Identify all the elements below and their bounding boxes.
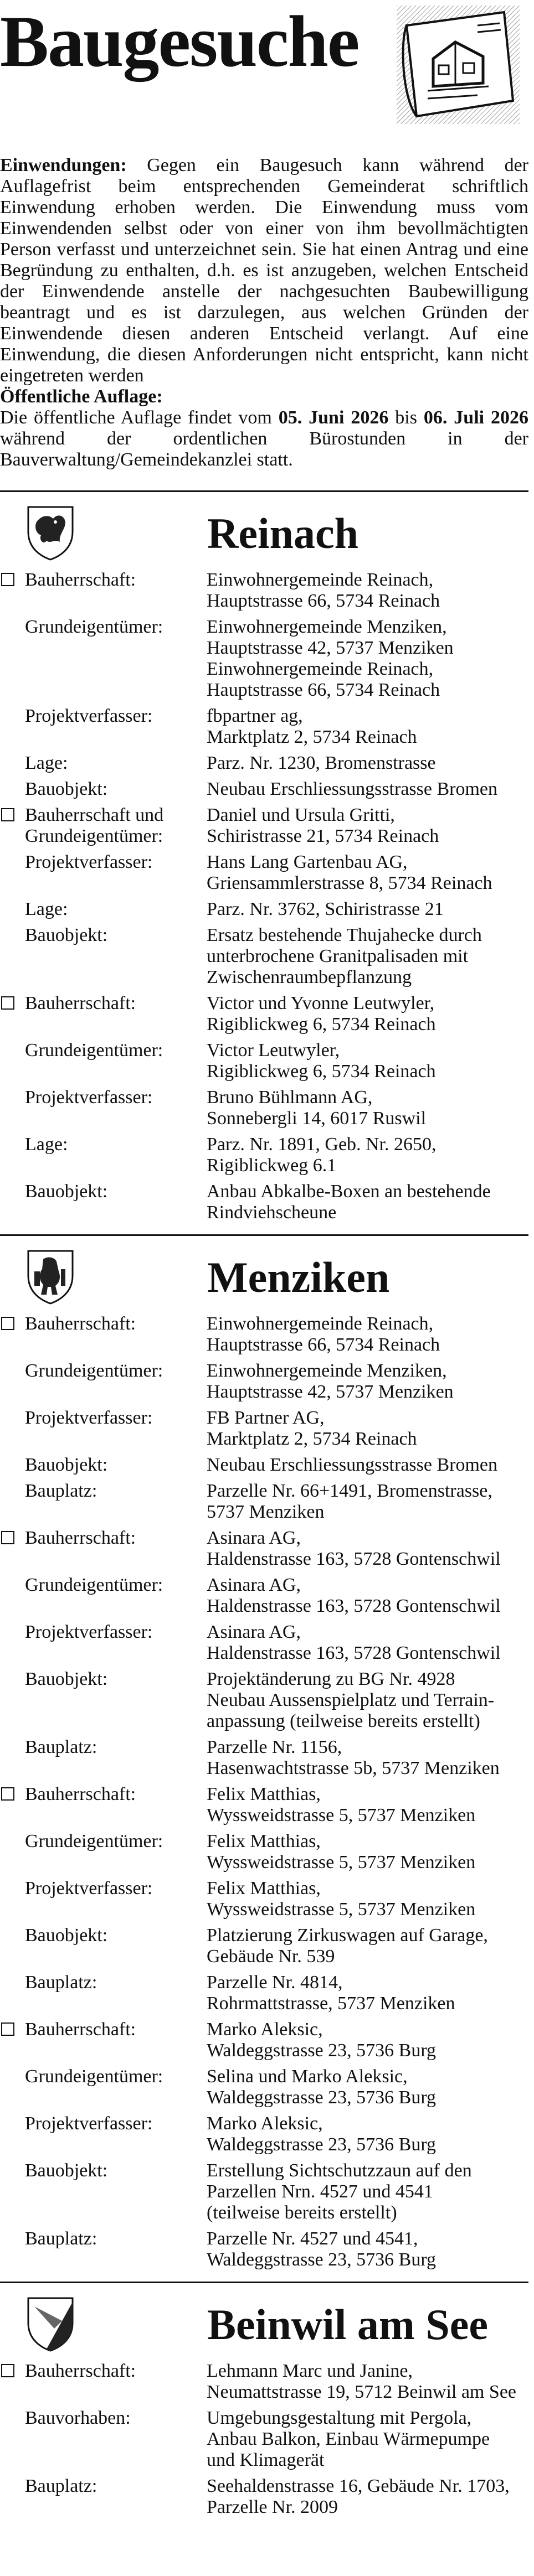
auflage-mid: bis (388, 407, 424, 428)
entry-value: Einwohnergemeinde Reinach, Hauptstrasse 66, 5734 Reinach (207, 1313, 440, 1355)
entry-value: Felix Matthias, Wyssweidstrasse 5, 5737 Menziken (207, 1878, 476, 1920)
auflage-to-date: 06. Juli 2026 (423, 407, 528, 428)
entry-row (0, 753, 528, 774)
entry-label-checkbox: Bauherrschaft: (0, 1313, 207, 1356)
entry-gap (0, 1403, 528, 1408)
building-plan-icon (394, 3, 522, 126)
entry-gap (0, 2155, 528, 2160)
entry-row (0, 2160, 528, 2223)
entry-row (0, 570, 528, 612)
entry-label: Bauplatz: (25, 1481, 97, 1501)
entry-value: Seehaldenstrasse 16, Gebäude Nr. 1703, Parzelle Nr. 2009 (207, 2476, 510, 2517)
entry-gap (0, 1082, 528, 1087)
auflage-paragraph (0, 407, 528, 470)
entry-gap (0, 988, 528, 993)
entry-row (0, 1528, 528, 1570)
entry-gap (0, 894, 528, 899)
entry-gap (0, 2223, 528, 2228)
section-title-beinwil: Beinwil am See (207, 2300, 488, 2349)
section-header-beinwil (0, 2283, 528, 2361)
entry-label: Bauobjekt: (25, 1455, 108, 1475)
masthead (0, 0, 528, 127)
intro-lead: Einwendungen: (0, 155, 127, 175)
entry-row (0, 1181, 528, 1223)
entry-label: Lage: (25, 899, 68, 919)
entry-value: fbpartner ag, Marktplatz 2, 5734 Reinach (207, 706, 417, 747)
beinwil-crest-icon (27, 2296, 74, 2352)
entry-label: Bauplatz: (25, 2476, 97, 2496)
entry-row (0, 1087, 528, 1129)
entry-label: Grundeigentümer: (25, 1040, 163, 1061)
entry-row (0, 2066, 528, 2108)
entry-row (0, 993, 528, 1035)
entry-label: Projektverfasser: (25, 1408, 153, 1428)
entry-row (0, 1737, 528, 1779)
page-title: Baugesuche (0, 1, 359, 82)
entry-row (0, 2228, 528, 2270)
entry-value: Felix Matthias, Wyssweidstrasse 5, 5737 Menziken (207, 1784, 476, 1825)
entry-value: Lehmann Marc und Janine, Neumattstrasse 19, 5712 Beinwil am See (207, 2361, 517, 2402)
entry-gap (0, 748, 528, 753)
entry-row (0, 2361, 528, 2403)
intro-paragraph (0, 155, 528, 386)
entry-gap (0, 1176, 528, 1181)
entry-gap (0, 1450, 528, 1455)
entry-label: Projektverfasser: (25, 1878, 153, 1899)
entry-value: Erstellung Sichtschutzzaun auf den Parzellen Nrn. 4527 und 4541 (teilweise bereits erstellt) (207, 2160, 472, 2223)
entry-label: Bauvorhaben: (25, 2408, 131, 2428)
section-body-beinwil (0, 2361, 528, 2529)
entry-label: Projektverfasser: (25, 2113, 153, 2134)
entry-row (0, 1408, 528, 1450)
entry-value: Neubau Erschliessungsstrasse Bromen (207, 1455, 498, 1475)
entry-label-checkbox: Bauherrschaft: (0, 2019, 207, 2061)
entry-label: Bauplatz: (25, 1972, 97, 1993)
entry-row (0, 925, 528, 988)
entry-value: Ersatz bestehende Thujahecke durch unterbrochene Granitpalisaden mit Zwischenraumbepflanzung (207, 925, 482, 987)
entry-row (0, 1622, 528, 1664)
entry-value: Victor und Yvonne Leutwyler, Rigiblickweg 6, 5734 Reinach (207, 993, 436, 1034)
entry-row (0, 1040, 528, 1082)
entry-row (0, 2408, 528, 2471)
entry-row (0, 2019, 528, 2061)
entry-label: Bauplatz: (25, 2228, 97, 2249)
entry-label-checkbox: Bauherrschaft: (0, 2361, 207, 2403)
entry-gap (0, 612, 528, 617)
entry-row (0, 1878, 528, 1920)
entry-label-checkbox: Bauherrschaft: (0, 993, 207, 1035)
entry-row (0, 1313, 528, 1356)
entry-value: Projektänderung zu BG Nr. 4928 Neubau Aussenspielplatz und Terrain- anpassung (teilweise bereits erstellt) (207, 1669, 495, 1731)
entry-value: Einwohnergemeinde Menziken, Hauptstrasse 42, 5737 Menziken (207, 1361, 454, 1402)
entry-value: Selina und Marko Aleksic, Waldeggstrasse 23, 5736 Burg (207, 2066, 437, 2108)
section-body-menziken (0, 1313, 528, 2282)
entry-value: Asinara AG, Haldenstrasse 163, 5728 Gontenschwil (207, 1575, 501, 1616)
entry-gap (0, 2014, 528, 2019)
entry-gap (0, 701, 528, 706)
entry-row (0, 1361, 528, 1403)
entry-value: Victor Leutwyler, Rigiblickweg 6, 5734 Reinach (207, 1040, 436, 1082)
entry-label-checkbox: Bauherrschaft und Grundeigentümer: (0, 805, 207, 847)
entry-label: Grundeigentümer: (25, 617, 163, 637)
entry-row (0, 2113, 528, 2155)
entry-row (0, 1784, 528, 1826)
entry-row (0, 1455, 528, 1476)
section-header-reinach (0, 492, 528, 570)
entry-gap (0, 774, 528, 779)
entry-gap (0, 1129, 528, 1134)
entry-value: Einwohnergemeinde Menziken, Hauptstrasse 42, 5737 Menziken Einwohnergemeinde Reinach, Hauptstrasse 66, 5734 Reinach (207, 617, 454, 700)
entry-label-checkbox: Bauherrschaft: (0, 570, 207, 612)
entry-value: FB Partner AG, Marktplatz 2, 5734 Reinach (207, 1408, 417, 1449)
entry-label-checkbox: Bauherrschaft: (0, 1528, 207, 1570)
entry-label: Bauobjekt: (25, 2160, 108, 2181)
entry-value: Anbau Abkalbe-Boxen an bestehende Rindviehscheune (207, 1181, 491, 1223)
entry-gap (0, 1523, 528, 1528)
entry-gap (0, 920, 528, 925)
entry-row (0, 852, 528, 894)
entry-row (0, 1575, 528, 1617)
entry-label: Grundeigentümer: (25, 1361, 163, 1381)
entry-value: Marko Aleksic, Waldeggstrasse 23, 5736 Burg (207, 2113, 437, 2155)
entry-gap (0, 1967, 528, 1972)
entry-row (0, 779, 528, 800)
entry-value: Parzelle Nr. 66+1491, Bromenstrasse, 5737 Menziken (207, 1481, 492, 1522)
entry-row (0, 706, 528, 748)
entry-value: Asinara AG, Haldenstrasse 163, 5728 Gontenschwil (207, 1622, 501, 1663)
entry-label: Projektverfasser: (25, 852, 153, 872)
entry-gap (0, 2471, 528, 2476)
entry-value: Daniel und Ursula Gritti, Schiristrasse 21, 5734 Reinach (207, 805, 439, 846)
entry-value: Parzelle Nr. 4814, Rohrmattstrasse, 5737 Menziken (207, 1972, 455, 2014)
entry-value: Parz. Nr. 1230, Bromenstrasse (207, 753, 436, 773)
entry-label: Projektverfasser: (25, 706, 153, 726)
entry-row (0, 1134, 528, 1176)
auflage-heading: Öffentliche Auflage: (0, 386, 163, 407)
entry-gap (0, 2061, 528, 2066)
entry-row (0, 899, 528, 920)
entry-gap (0, 2108, 528, 2113)
entry-label: Projektverfasser: (25, 1087, 153, 1108)
entry-row (0, 2476, 528, 2518)
entry-row (0, 617, 528, 701)
entry-label: Bauobjekt: (25, 779, 108, 799)
entry-value: Platzierung Zirkuswagen auf Garage, Gebäude Nr. 539 (207, 1925, 488, 1967)
entry-label: Bauobjekt: (25, 925, 108, 945)
section-title-menziken: Menziken (207, 1253, 390, 1301)
entry-gap (0, 1570, 528, 1575)
entry-value: Einwohnergemeinde Reinach, Hauptstrasse 66, 5734 Reinach (207, 570, 440, 611)
entry-value: Neubau Erschliessungsstrasse Bromen (207, 779, 498, 799)
intro (0, 155, 528, 470)
entry-value: Parz. Nr. 3762, Schiristrasse 21 (207, 899, 444, 919)
entry-gap (0, 1356, 528, 1361)
entry-gap (0, 1035, 528, 1040)
entry-value: Marko Aleksic, Waldeggstrasse 23, 5736 Burg (207, 2019, 437, 2061)
entry-gap (0, 1779, 528, 1784)
auflage-post: während der ordentlichen Bürostunden in der Bauverwaltung/Gemeindekanzlei statt. (0, 428, 528, 470)
reinach-crest-icon (27, 505, 74, 561)
section-body-reinach (0, 570, 528, 1234)
entry-value: Bruno Bühlmann AG, Sonnebergli 14, 6017 Ruswil (207, 1087, 427, 1129)
entry-value: Parzelle Nr. 4527 und 4541, Waldeggstrasse 23, 5736 Burg (207, 2228, 437, 2270)
entry-gap (0, 1617, 528, 1622)
entry-label: Bauobjekt: (25, 1669, 108, 1689)
entry-value: Asinara AG, Haldenstrasse 163, 5728 Gontenschwil (207, 1528, 501, 1569)
entry-row (0, 805, 528, 847)
entry-label: Grundeigentümer: (25, 1575, 163, 1595)
entry-value: Parz. Nr. 1891, Geb. Nr. 2650, Rigiblickweg 6.1 (207, 1134, 437, 1176)
entry-row (0, 1925, 528, 1967)
entry-row (0, 1972, 528, 2014)
entry-label: Lage: (25, 1134, 68, 1155)
auflage-pre: Die öffentliche Auflage findet vom (0, 407, 279, 428)
auflage-from-date: 05. Juni 2026 (278, 407, 389, 428)
entry-value: Hans Lang Gartenbau AG, Griensammlerstrasse 8, 5734 Reinach (207, 852, 492, 893)
entry-value: Felix Matthias, Wyssweidstrasse 5, 5737 Menziken (207, 1831, 476, 1872)
entry-gap (0, 2403, 528, 2408)
section-header-menziken (0, 1236, 528, 1313)
entry-row (0, 1481, 528, 1523)
entry-gap (0, 847, 528, 852)
entry-gap (0, 1920, 528, 1925)
entry-label: Grundeigentümer: (25, 2066, 163, 2087)
intro-text: Gegen ein Baugesuch kann während der Auflagefrist beim entsprechenden Gemeinderat schriftlich Einwendung erhoben werden. Die Einwendung muss vom Einwendenden selbst oder von einer von ihm bevollmächtigten Person verfasst und unterzeichnet sein. Sie hat einen Antrag und eine Begründung zu enthalten, d.h. es ist anzugeben, welchen Entscheid der Einwendende anstelle der nachgesuchten Baubewilligung beantragt und es ist darzulegen, aus welchen Gründen der Einwendende diesen anderen Entscheid verlangt. Auf eine Einwendung, die diesen Anforderungen nicht entspricht, kann nicht eingetreten werden (0, 155, 528, 386)
entry-label: Grundeigentümer: (25, 1831, 163, 1851)
section-title-reinach: Reinach (207, 509, 358, 557)
entry-row (0, 1669, 528, 1732)
entry-gap (0, 1664, 528, 1669)
entry-gap (0, 1873, 528, 1878)
entry-gap (0, 1476, 528, 1481)
entry-label: Lage: (25, 753, 68, 773)
entry-gap (0, 1826, 528, 1831)
entry-label: Bauobjekt: (25, 1925, 108, 1946)
menziken-crest-icon (27, 1249, 74, 1305)
entry-label-checkbox: Bauherrschaft: (0, 1784, 207, 1826)
entry-label: Bauplatz: (25, 1737, 97, 1757)
entry-gap (0, 1732, 528, 1737)
entry-label: Projektverfasser: (25, 1622, 153, 1642)
entry-value: Parzelle Nr. 1156, Hasenwachtstrasse 5b, 5737 Menziken (207, 1737, 500, 1778)
entry-row (0, 1831, 528, 1873)
entry-value: Umgebungsgestaltung mit Pergola, Anbau Balkon, Einbau Wärmepumpe und Klimagerät (207, 2408, 490, 2470)
entry-gap (0, 800, 528, 805)
entry-label: Bauobjekt: (25, 1181, 108, 1202)
